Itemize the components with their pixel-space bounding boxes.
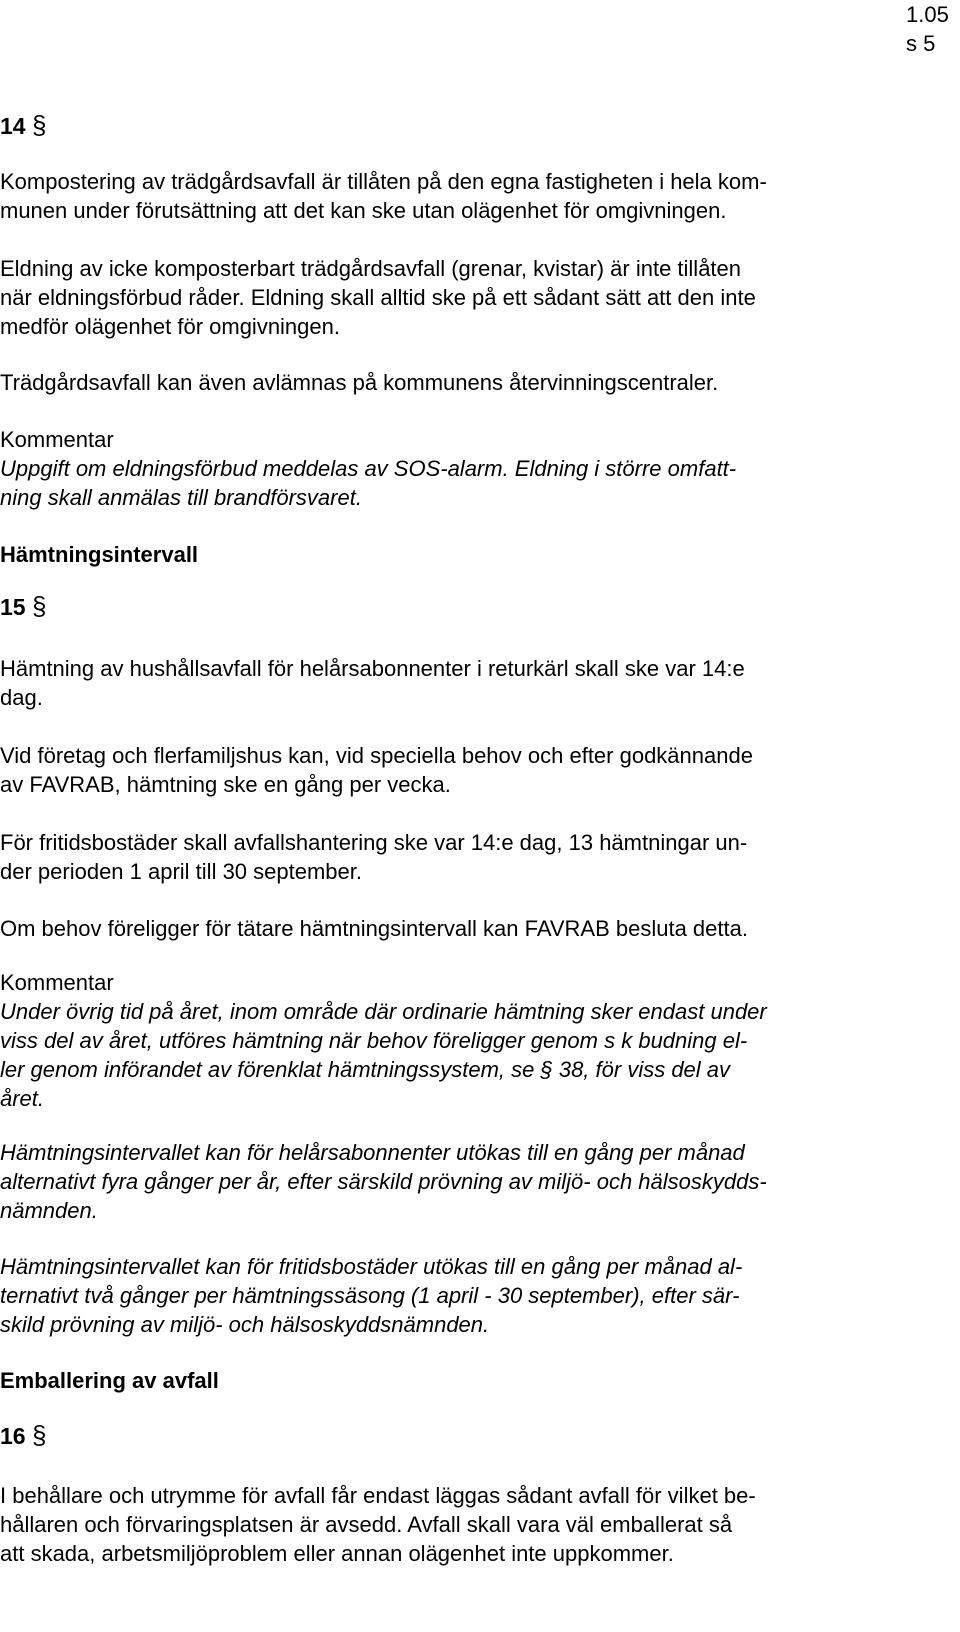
sec14-paragraph-2: [0, 254, 756, 341]
section-15-heading: [0, 591, 46, 622]
text-line: Kompostering av trädgårdsavfall är tillåten på den egna fastigheten i hela kom-: [0, 169, 767, 194]
text-line: av FAVRAB, hämtning ske en gång per vecka.: [0, 772, 451, 797]
text-line: Vid företag och flerfamiljshus kan, vid speciella behov och efter godkännande: [0, 743, 753, 768]
comment-line: ler genom införandet av förenklat hämtningssystem, se § 38, för viss del av: [0, 1057, 731, 1082]
comment-line: ning skall anmälas till brandförsvaret.: [0, 485, 362, 510]
sec15-paragraph-3: [0, 828, 747, 886]
paragraph-sign: §: [31, 110, 47, 140]
heading-packaging: [0, 1366, 219, 1395]
comment-line: Under övrig tid på året, inom område där ordinarie hämtning sker endast under: [0, 999, 767, 1024]
page-number: s 5: [906, 31, 936, 56]
comment-line: alternativt fyra gånger per år, efter särskild prövning av miljö- och hälsoskydds-: [0, 1169, 767, 1194]
sec15-paragraph-4: [0, 914, 748, 943]
text-line: dag.: [0, 685, 43, 710]
sec14-paragraph-1: [0, 167, 767, 225]
text-line: munen under förutsättning att det kan ske utan olägenhet för omgivningen.: [0, 198, 727, 223]
text-line: Hämtning av hushållsavfall för helårsabonnenter i returkärl skall ske var 14:e: [0, 656, 745, 681]
comment-line: Uppgift om eldningsförbud meddelas av SOS-alarm. Eldning i större omfatt-: [0, 456, 737, 481]
section-16-heading: [0, 1420, 46, 1451]
text-line: att skada, arbetsmiljöproblem eller annan olägenhet inte uppkommer.: [0, 1541, 674, 1566]
sec15-paragraph-2: [0, 741, 753, 799]
comment-line: viss del av året, utföres hämtning när behov föreligger genom s k budning el-: [0, 1028, 748, 1053]
text-line: För fritidsbostäder skall avfallshantering ske var 14:e dag, 13 hämtningar un-: [0, 830, 748, 855]
section-number: 16: [0, 1423, 26, 1449]
comment-line: Hämtningsintervallet kan för helårsabonnenter utökas till en gång per månad: [0, 1140, 745, 1165]
text-line: Trädgårdsavfall kan även avlämnas på kommunens återvinningscentraler.: [0, 370, 719, 395]
text-line: när eldningsförbud råder. Eldning skall alltid ske på ett sådant sätt att den inte: [0, 285, 756, 310]
sec14-comment: [0, 425, 736, 512]
page-header: [906, 0, 949, 58]
comment-line: året.: [0, 1086, 45, 1111]
comment-heading: Kommentar: [0, 427, 114, 452]
section-14-heading: [0, 110, 46, 141]
text-line: I behållare och utrymme för avfall får endast läggas sådant avfall för vilket be-: [0, 1483, 756, 1508]
text-line: medför olägenhet för omgivningen.: [0, 314, 340, 339]
comment-line: ternativt två gånger per hämtningssäsong (1 april - 30 september), efter sär-: [0, 1283, 740, 1308]
heading-interval: [0, 540, 198, 569]
paragraph-sign: §: [31, 591, 47, 621]
sec15-comment-3: [0, 1252, 742, 1339]
section-number: 14: [0, 113, 26, 139]
sec15-paragraph-1: [0, 654, 745, 712]
comment-line: Hämtningsintervallet kan för fritidsbostäder utökas till en gång per månad al-: [0, 1254, 743, 1279]
comment-line: nämnden.: [0, 1198, 98, 1223]
section-number: 15: [0, 594, 26, 620]
text-line: hållaren och förvaringsplatsen är avsedd. Avfall skall vara väl emballerat så: [0, 1512, 733, 1537]
heading-text: Emballering av avfall: [0, 1368, 219, 1393]
text-line: Eldning av icke komposterbart trädgårdsavfall (grenar, kvistar) är inte tillåten: [0, 256, 742, 281]
text-line: Om behov föreligger för tätare hämtningsintervall kan FAVRAB besluta detta.: [0, 916, 748, 941]
sec16-paragraph-1: [0, 1481, 756, 1568]
comment-heading: Kommentar: [0, 970, 114, 995]
version-number: 1.05: [906, 2, 949, 27]
sec15-comment-2: [0, 1138, 767, 1225]
comment-line: skild prövning av miljö- och hälsoskyddsnämnden.: [0, 1312, 490, 1337]
sec15-comment: [0, 968, 767, 1113]
sec14-paragraph-3: [0, 368, 718, 397]
paragraph-sign: §: [31, 1420, 47, 1450]
text-line: der perioden 1 april till 30 september.: [0, 859, 362, 884]
heading-text: Hämtningsintervall: [0, 542, 199, 567]
